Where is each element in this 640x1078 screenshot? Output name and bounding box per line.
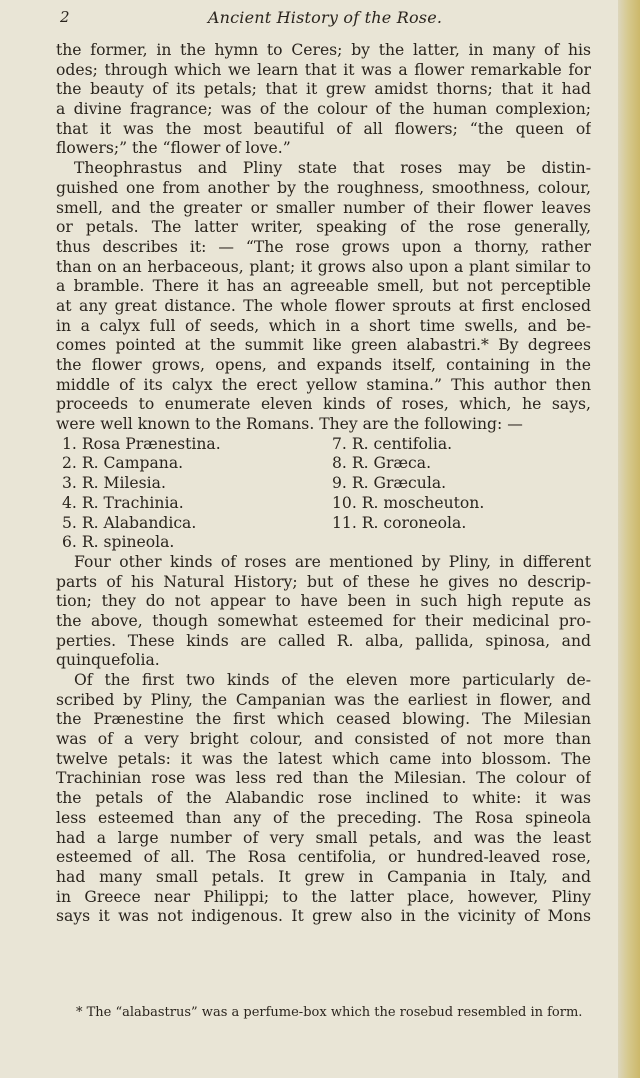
rose-list-item: 7. R. centifolia. xyxy=(332,434,453,453)
text-line: the Prænestine the first which ceased blowing. The Milesian xyxy=(56,710,591,729)
text-line: twelve petals: it was the latest which came into blossom. The xyxy=(56,749,591,768)
rose-list-row xyxy=(56,435,591,455)
text-line: the former, in the hymn to Ceres; by the latter, in many of his xyxy=(56,41,591,59)
text-line: in a calyx full of seeds, which in a short time swells, and be- xyxy=(56,316,591,335)
page-edge xyxy=(618,0,640,1078)
text-line: Theophrastus and Pliny state that roses may be distin- xyxy=(74,159,591,178)
main-text xyxy=(56,41,591,927)
text-line: the flower grows, opens, and expands itself, containing in the xyxy=(56,356,591,374)
paragraph-block-b xyxy=(56,553,591,927)
rose-list-row xyxy=(56,474,591,494)
text-line: had a large number of very small petals, and was the least xyxy=(56,828,591,847)
text-line: comes pointed at the summit like green alabastri.* By degrees xyxy=(56,336,591,355)
text-line: the beauty of its petals; that it grew amidst thorns; that it had xyxy=(56,80,591,99)
rose-list xyxy=(56,435,591,553)
text-line: at any great distance. The whole flower sprouts at first enclosed xyxy=(56,296,591,315)
text-line: parts of his Natural History; but of these he gives no descrip- xyxy=(56,572,591,591)
paragraph-block-a xyxy=(56,41,591,435)
text-line: quinquefolia. xyxy=(56,651,160,670)
text-line: the petals of the Alabandic rose inclined to white: it was xyxy=(56,789,591,808)
rose-list-item: 1. Rosa Prænestina. xyxy=(62,434,221,453)
text-line: that it was the most beautiful of all flowers; “the queen of xyxy=(56,119,591,138)
rose-list-row xyxy=(56,514,591,534)
text-line: flowers;” the “flower of love.” xyxy=(56,139,291,158)
rose-list-item: 3. R. Milesia. xyxy=(62,474,166,493)
rose-list-item: 9. R. Græcula. xyxy=(332,474,447,493)
running-title: Ancient History of the Rose. xyxy=(207,8,443,27)
text-line: in Greece near Philippi; to the latter place, however, Pliny xyxy=(56,887,591,906)
rose-list-item: 2. R. Campana. xyxy=(62,454,184,473)
text-line: perties. These kinds are called R. alba, pallida, spinosa, and xyxy=(56,631,591,650)
text-line: Of the first two kinds of the eleven more particularly de- xyxy=(74,671,591,689)
text-line: than on an herbaceous, plant; it grows also upon a plant similar to xyxy=(56,257,591,276)
text-line: Trachinian rose was less red than the Milesian. The colour of xyxy=(56,769,591,788)
rose-list-item: 8. R. Græca. xyxy=(332,454,432,473)
text-line: thus describes it: — “The rose grows upon a thorny, rather xyxy=(56,237,591,256)
rose-list-item: 5. R. Alabandica. xyxy=(62,513,197,532)
rose-list-item: 11. R. coroneola. xyxy=(332,513,467,532)
text-line: guished one from another by the roughness, smoothness, colour, xyxy=(56,178,591,197)
text-line: smell, and the greater or smaller number of their flower leaves xyxy=(56,198,591,217)
text-line: odes; through which we learn that it was a flower remarkable for xyxy=(56,60,591,79)
text-line: the above, though somewhat esteemed for their medicinal pro- xyxy=(56,611,591,630)
page-number: 2 xyxy=(60,8,70,26)
rose-list-row xyxy=(56,454,591,474)
text-line: Four other kinds of roses are mentioned by Pliny, in different xyxy=(74,552,591,571)
rose-list-row xyxy=(56,533,591,553)
rose-list-row xyxy=(56,494,591,514)
text-line: says it was not indigenous. It grew also in the vicinity of Mons xyxy=(56,907,591,926)
text-line: were well known to the Romans. They are the following: — xyxy=(56,415,523,434)
text-line: was of a very bright colour, and consisted of not more than xyxy=(56,730,591,749)
rose-list-item: 6. R. spineola. xyxy=(62,533,175,552)
text-line: had many small petals. It grew in Campania in Italy, and xyxy=(56,867,591,886)
text-line: or petals. The latter writer, speaking of the rose generally, xyxy=(56,218,591,237)
text-line: scribed by Pliny, the Campanian was the earliest in flower, and xyxy=(56,690,591,709)
text-line: a bramble. There it has an agreeable smell, but not perceptible xyxy=(56,277,591,296)
rose-list-item: 10. R. moscheuton. xyxy=(332,493,485,512)
text-line: tion; they do not appear to have been in such high repute as xyxy=(56,592,591,611)
page-header xyxy=(60,8,590,30)
text-line: proceeds to enumerate eleven kinds of roses, which, he says, xyxy=(56,395,591,414)
footnote: * The “alabastrus” was a perfume-box which the rosebud resembled in form. xyxy=(76,1005,583,1020)
text-line: less esteemed than any of the preceding. The Rosa spineola xyxy=(56,808,591,827)
rose-list-item: 4. R. Trachinia. xyxy=(62,493,184,512)
text-line: esteemed of all. The Rosa centifolia, or hundred-leaved rose, xyxy=(56,848,591,867)
text-line: middle of its calyx the erect yellow stamina.” This author then xyxy=(56,375,591,394)
text-line: a divine fragrance; was of the colour of the human complexion; xyxy=(56,100,591,119)
